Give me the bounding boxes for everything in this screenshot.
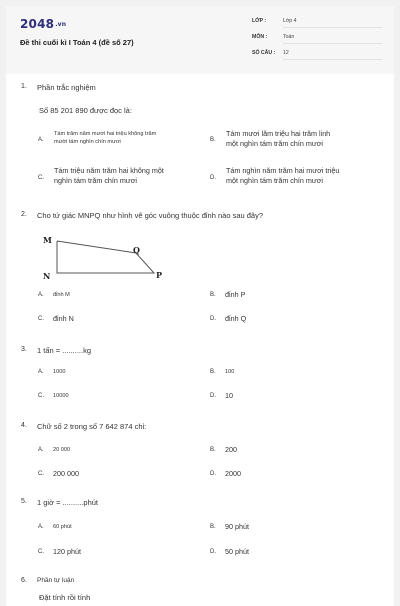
option-letter: C.: [38, 393, 44, 399]
exam-page: [6, 6, 394, 606]
option-letter: D.: [210, 549, 216, 555]
question-4-option-d[interactable]: [210, 470, 370, 484]
option-letter: B.: [210, 524, 216, 530]
option-letter: A.: [38, 292, 44, 298]
option-letter: A.: [38, 369, 44, 375]
logo-text: 2048: [20, 17, 55, 31]
option-text: 200 000: [53, 469, 79, 478]
option-letter: C.: [38, 316, 44, 322]
question-5-option-d[interactable]: [210, 548, 370, 562]
option-text: đỉnh M: [53, 292, 70, 298]
option-text: đỉnh P: [225, 290, 246, 299]
section-6-subtitle: Đặt tính rồi tính: [39, 593, 91, 602]
site-logo[interactable]: [20, 17, 66, 31]
question-3-option-b[interactable]: [210, 368, 370, 382]
exam-title: Đề thi cuối kì I Toán 4 (đề số 27): [20, 38, 134, 47]
question-2-option-b[interactable]: [210, 291, 370, 305]
option-letter: D.: [210, 471, 216, 477]
meta-subject-label: MÔN :: [252, 34, 268, 40]
option-text: 90 phút: [225, 522, 249, 531]
question-3-number: 3.: [21, 346, 27, 353]
option-letter: A.: [38, 137, 44, 143]
question-3-option-a[interactable]: [38, 368, 198, 382]
option-line: nghìn tám trăm chín mươi: [54, 176, 138, 186]
question-4-option-b[interactable]: [210, 446, 370, 460]
option-text: [54, 166, 164, 187]
option-line: Tám nghìn năm trăm hai mươi triệu: [226, 166, 340, 175]
question-3-text: 1 tấn = ..........kg: [37, 346, 91, 355]
question-5-option-a[interactable]: [38, 523, 198, 537]
option-letter: B.: [210, 292, 216, 298]
question-2-number: 2.: [21, 211, 27, 218]
meta-count: [252, 50, 382, 62]
option-text: 60 phút: [53, 524, 72, 530]
option-letter: B.: [210, 137, 216, 143]
option-letter: C.: [38, 549, 44, 555]
option-letter: C.: [38, 175, 44, 181]
vertex-label-n: N: [43, 271, 51, 281]
option-letter: B.: [210, 369, 216, 375]
option-text: [54, 130, 156, 146]
option-line: Tám triệu năm trăm hai không một: [54, 166, 164, 175]
question-4-option-c[interactable]: [38, 470, 198, 484]
meta-subject: [252, 34, 382, 46]
question-5-text: 1 giờ = ..........phút: [37, 498, 98, 507]
option-text: đỉnh N: [53, 314, 74, 323]
meta-count-label: SỐ CÂU :: [252, 50, 276, 56]
vertex-label-q: Q: [133, 245, 140, 255]
logo-tld: .vn: [55, 21, 67, 28]
option-text: 100: [225, 369, 235, 375]
option-text: 10: [225, 391, 233, 400]
option-text: [226, 166, 339, 187]
option-line: mười tám nghìn chín mươi: [54, 139, 121, 146]
question-4-number: 4.: [21, 422, 27, 429]
exam-header: [6, 6, 394, 74]
option-text: đỉnh Q: [225, 314, 247, 323]
question-2-option-c[interactable]: [38, 315, 198, 329]
question-1-option-b[interactable]: [210, 128, 380, 158]
section-6-title: Phần tự luận: [37, 577, 75, 584]
meta-class: [252, 18, 382, 30]
option-text: [226, 129, 330, 150]
option-letter: A.: [38, 447, 44, 453]
question-1-text: Số 85 201 890 được đọc là:: [39, 106, 132, 115]
option-line: Tám mươi lăm triệu hai trăm linh: [226, 129, 331, 138]
option-letter: D.: [210, 393, 216, 399]
option-letter: A.: [38, 524, 44, 530]
option-text: 10000: [53, 393, 69, 399]
question-5-number: 5.: [21, 498, 27, 505]
meta-class-label: LỚP :: [252, 18, 267, 24]
question-3-option-d[interactable]: [210, 392, 370, 406]
option-text: 2000: [225, 469, 241, 478]
question-5-option-c[interactable]: [38, 548, 198, 562]
question-4-option-a[interactable]: [38, 446, 198, 460]
option-line: Tám trăm năm mươi hai triệu không trăm: [54, 131, 157, 137]
option-line: một nghìn tám trăm chín mươi: [226, 176, 324, 186]
vertex-label-m: M: [43, 235, 52, 245]
option-letter: D.: [210, 175, 216, 181]
section-1-title: Phần trắc nghiệm: [37, 83, 96, 92]
question-1-option-c[interactable]: [38, 166, 208, 196]
option-line: một nghìn tám trăm chín mươi: [226, 139, 324, 149]
option-letter: D.: [210, 316, 216, 322]
question-2-text: Cho tứ giác MNPQ như hình vẽ góc vuông thuộc đỉnh nào sau đây?: [37, 211, 264, 220]
option-text: 200: [225, 445, 237, 454]
option-text: 1000: [53, 369, 66, 375]
section-6-number: 6.: [21, 577, 27, 584]
question-2-option-a[interactable]: [38, 291, 198, 305]
question-3-option-c[interactable]: [38, 392, 198, 406]
meta-count-value: 12: [283, 50, 382, 60]
section-1-number: 1.: [21, 83, 27, 90]
meta-subject-value: Toán: [283, 34, 382, 44]
option-text: 120 phút: [53, 547, 81, 556]
option-text: 20 000: [53, 447, 71, 453]
vertex-label-p: P: [156, 270, 163, 280]
question-4-text: Chữ số 2 trong số 7 642 874 chỉ:: [37, 422, 147, 431]
question-5-option-b[interactable]: [210, 523, 370, 537]
option-letter: B.: [210, 447, 216, 453]
option-letter: C.: [38, 471, 44, 477]
question-1-option-a[interactable]: [38, 128, 208, 158]
meta-class-value: Lớp 4: [283, 18, 382, 28]
question-2-option-d[interactable]: [210, 315, 370, 329]
question-1-option-d[interactable]: [210, 166, 386, 196]
option-text: 50 phút: [225, 547, 249, 556]
quadrilateral-mnpq-diagram: [42, 235, 172, 287]
